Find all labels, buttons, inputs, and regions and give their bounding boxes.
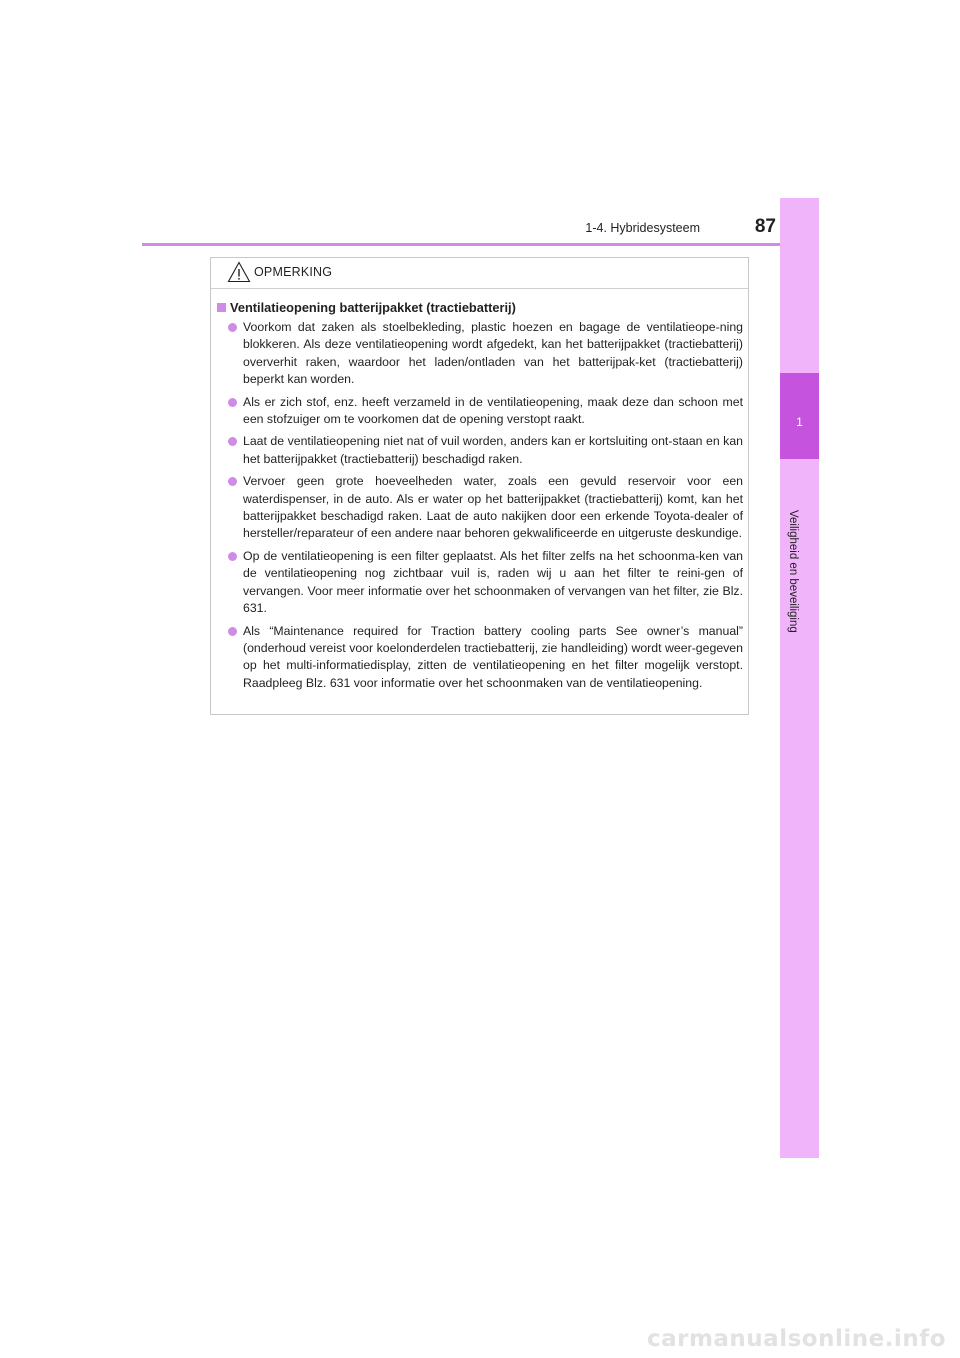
list-item-text: Op de ventilatieopening is een filter geplaatst. Als het filter zelfs na het schoonma-ken van de ventilatieopening nog zichtbaar vuil is, raden wij u aan het filter te reini-gen of vervangen. Voor meer informatie over het schoonmaken of vervangen van het filter, zie Blz. 631. (243, 548, 743, 616)
square-bullet-icon (217, 303, 226, 312)
list-item (217, 473, 743, 543)
list-item-text: Laat de ventilatieopening niet nat of vuil worden, anders kan er kortsluiting ont-staan en kan het batterijpakket (tractiebatterij) beschadigd raken. (243, 434, 743, 466)
bullet-icon (228, 477, 237, 486)
bullet-icon (228, 398, 237, 407)
notice-header (211, 258, 748, 289)
list-item-text: Als “Maintenance required for Traction battery cooling parts See owner’s manual” (onderhoud vereist voor koelonderdelen tractiebatterij, zie handleiding) wordt weer-gegeven op het multi-informatiedisplay, zitten de ventilatieopening en het filter mogelijk verstopt. Raadpleeg Blz. 631 voor informatie over het schoonmaken van de ventilatieopening. (243, 623, 743, 690)
list-item (217, 394, 743, 429)
list-item (217, 623, 743, 693)
bullet-icon (228, 627, 237, 636)
list-item (217, 433, 743, 468)
list-item-text: Voorkom dat zaken als stoelbekleding, plastic hoezen en bagage de ventilatieope-ning blokkeren. Als deze ventilatieopening wordt afgedekt, kan het batterijpakket (tractiebatterij) oververhit raken, waardoor het laden/ontladen van het batterijpak-ket (tractiebatterij) beperkt kan worden. (243, 320, 743, 387)
watermark: carmanualsonline.info (646, 1326, 946, 1352)
page-number: 87 (754, 216, 776, 237)
bullet-icon (228, 437, 237, 446)
notice-label: OPMERKING (254, 265, 333, 279)
side-tab (780, 198, 819, 1158)
notice-box (210, 257, 749, 715)
bullet-icon (228, 552, 237, 561)
list-item-text: Vervoer geen grote hoeveelheden water, zoals een gevuld reservoir voor een waterdispenser, in de auto. Als er water op het batterijpakket (tractiebatterij) komt, kan het batterijpakket beschadigd raken. Laat de auto nakijken door een erkende Toyota-dealer of hersteller/reparateur of een andere naar behoren gekwalificeerde en uitgeruste deskundige. (243, 474, 743, 541)
notice-heading (217, 299, 743, 316)
warning-triangle-icon (227, 261, 251, 283)
notice-body (217, 299, 743, 697)
list-item (217, 548, 743, 618)
list-item (217, 319, 743, 389)
side-tab-label: Veiligheid en beveiliging (787, 510, 799, 633)
bullet-icon (228, 323, 237, 332)
chapter-number: 1 (796, 415, 803, 429)
list-item-text: Als er zich stof, enz. heeft verzameld in de ventilatieopening, maak deze dan schoon met een stofzuiger om te voorkomen dat de opening verstopt raakt. (243, 394, 743, 427)
section-title: 1-4. Hybridesysteem (585, 221, 700, 235)
header-rule (142, 243, 819, 246)
notice-heading-text: Ventilatieopening batterijpakket (tractiebatterij) (230, 300, 516, 315)
